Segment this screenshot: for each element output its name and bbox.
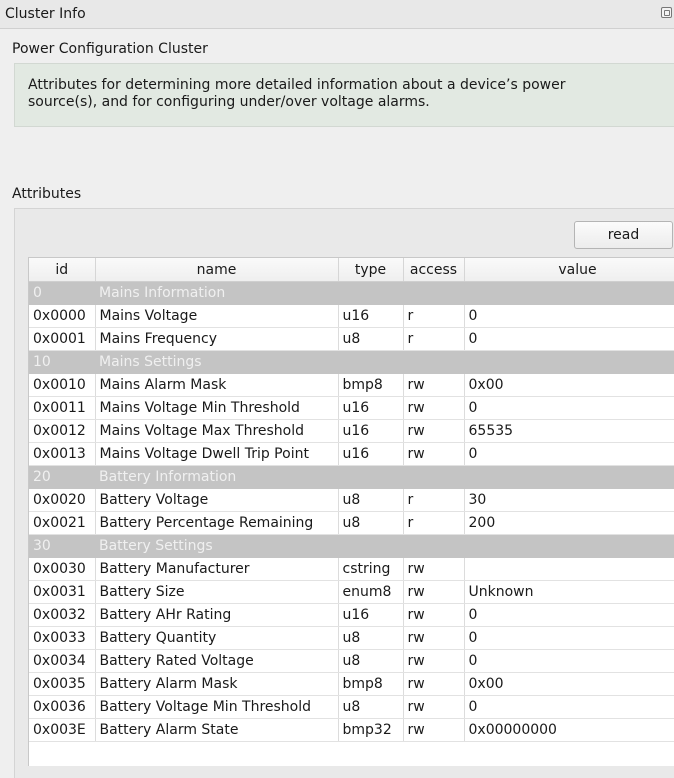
table-row[interactable] xyxy=(29,696,674,719)
column-header-value[interactable]: value xyxy=(464,258,674,282)
table-row[interactable] xyxy=(29,581,674,604)
cell-name: Battery Alarm State xyxy=(95,719,338,742)
float-window-icon[interactable] xyxy=(661,7,672,18)
cell-type: bmp8 xyxy=(338,374,403,397)
cell-name: Mains Voltage Min Threshold xyxy=(95,397,338,420)
cell-access: rw xyxy=(403,397,464,420)
cell-type: u8 xyxy=(338,696,403,719)
dock-title: Cluster Info xyxy=(5,6,86,22)
cell-access: rw xyxy=(403,650,464,673)
cluster-description-box xyxy=(14,63,674,127)
cell-access: rw xyxy=(403,604,464,627)
cell-id: 0x0035 xyxy=(29,673,95,696)
cell-type: u8 xyxy=(338,650,403,673)
group-row[interactable] xyxy=(29,282,674,305)
cell-type: u16 xyxy=(338,305,403,328)
table-row[interactable] xyxy=(29,489,674,512)
cell-access: r xyxy=(403,328,464,351)
table-row[interactable] xyxy=(29,420,674,443)
cell-type: cstring xyxy=(338,558,403,581)
table-row[interactable] xyxy=(29,397,674,420)
table-row[interactable] xyxy=(29,374,674,397)
cell-value: 0 xyxy=(464,696,674,719)
group-name-cell: Mains Settings xyxy=(95,351,674,374)
cell-value: Unknown xyxy=(464,581,674,604)
cell-type: bmp32 xyxy=(338,719,403,742)
group-id-cell: 30 xyxy=(29,535,95,558)
cell-name: Battery Size xyxy=(95,581,338,604)
cell-id: 0x0011 xyxy=(29,397,95,420)
cell-id: 0x0032 xyxy=(29,604,95,627)
group-row[interactable] xyxy=(29,351,674,374)
dock-title-bar[interactable] xyxy=(0,0,674,29)
cell-type: u16 xyxy=(338,443,403,466)
cell-access: rw xyxy=(403,719,464,742)
cell-type: u8 xyxy=(338,627,403,650)
cell-type: u8 xyxy=(338,328,403,351)
cell-id: 0x0010 xyxy=(29,374,95,397)
attributes-label: Attributes xyxy=(12,186,82,202)
cell-value: 30 xyxy=(464,489,674,512)
group-id-cell: 20 xyxy=(29,466,95,489)
cell-value xyxy=(464,558,674,581)
cell-access: rw xyxy=(403,420,464,443)
cell-id: 0x0021 xyxy=(29,512,95,535)
table-row[interactable] xyxy=(29,604,674,627)
group-name-cell: Battery Settings xyxy=(95,535,674,558)
cell-id: 0x0036 xyxy=(29,696,95,719)
group-row[interactable] xyxy=(29,466,674,489)
cluster-description: Attributes for determining more detailed information about a device’s power source(s), and for configuring under/over voltage alarms. xyxy=(28,77,566,110)
table-row[interactable] xyxy=(29,512,674,535)
read-button[interactable]: read xyxy=(574,221,673,249)
cell-access: r xyxy=(403,305,464,328)
table-row[interactable] xyxy=(29,328,674,351)
cell-id: 0x003E xyxy=(29,719,95,742)
cell-value: 0 xyxy=(464,397,674,420)
group-row[interactable] xyxy=(29,535,674,558)
cell-value: 0 xyxy=(464,443,674,466)
cell-value: 0 xyxy=(464,650,674,673)
group-id-cell: 0 xyxy=(29,282,95,305)
table-row[interactable] xyxy=(29,305,674,328)
cell-access: r xyxy=(403,512,464,535)
cluster-name: Power Configuration Cluster xyxy=(12,41,208,57)
cell-access: rw xyxy=(403,558,464,581)
cell-id: 0x0000 xyxy=(29,305,95,328)
cell-access: rw xyxy=(403,374,464,397)
cell-value: 0x00 xyxy=(464,374,674,397)
attributes-table-container[interactable] xyxy=(28,257,674,766)
cell-id: 0x0013 xyxy=(29,443,95,466)
cell-access: rw xyxy=(403,696,464,719)
table-row[interactable] xyxy=(29,673,674,696)
cell-type: u16 xyxy=(338,420,403,443)
attributes-table xyxy=(29,258,674,742)
group-name-cell: Mains Information xyxy=(95,282,674,305)
cell-access: rw xyxy=(403,673,464,696)
column-header-type[interactable]: type xyxy=(338,258,403,282)
cell-id: 0x0012 xyxy=(29,420,95,443)
cell-name: Mains Voltage Dwell Trip Point xyxy=(95,443,338,466)
cell-id: 0x0001 xyxy=(29,328,95,351)
table-row[interactable] xyxy=(29,719,674,742)
table-row[interactable] xyxy=(29,558,674,581)
table-row[interactable] xyxy=(29,443,674,466)
cell-id: 0x0033 xyxy=(29,627,95,650)
cell-name: Battery Alarm Mask xyxy=(95,673,338,696)
table-row[interactable] xyxy=(29,650,674,673)
cell-value: 0x00000000 xyxy=(464,719,674,742)
cell-access: rw xyxy=(403,443,464,466)
cell-id: 0x0031 xyxy=(29,581,95,604)
cell-type: bmp8 xyxy=(338,673,403,696)
cell-access: rw xyxy=(403,627,464,650)
cell-name: Battery Manufacturer xyxy=(95,558,338,581)
cell-type: u16 xyxy=(338,604,403,627)
cell-value: 0x00 xyxy=(464,673,674,696)
cell-name: Mains Alarm Mask xyxy=(95,374,338,397)
cell-name: Battery Quantity xyxy=(95,627,338,650)
cell-name: Battery Rated Voltage xyxy=(95,650,338,673)
cell-value: 0 xyxy=(464,604,674,627)
cell-value: 200 xyxy=(464,512,674,535)
cell-value: 0 xyxy=(464,305,674,328)
cell-id: 0x0030 xyxy=(29,558,95,581)
cell-id: 0x0034 xyxy=(29,650,95,673)
cell-value: 0 xyxy=(464,627,674,650)
column-header-id[interactable]: id xyxy=(29,258,95,282)
group-id-cell: 10 xyxy=(29,351,95,374)
cell-value: 65535 xyxy=(464,420,674,443)
column-header-access[interactable]: access xyxy=(403,258,464,282)
cell-type: u8 xyxy=(338,489,403,512)
cell-name: Battery AHr Rating xyxy=(95,604,338,627)
cell-access: r xyxy=(403,489,464,512)
cell-name: Mains Voltage Max Threshold xyxy=(95,420,338,443)
cell-value: 0 xyxy=(464,328,674,351)
cell-type: u16 xyxy=(338,397,403,420)
cell-type: u8 xyxy=(338,512,403,535)
cell-name: Mains Voltage xyxy=(95,305,338,328)
cell-access: rw xyxy=(403,581,464,604)
cell-name: Mains Frequency xyxy=(95,328,338,351)
column-header-name[interactable]: name xyxy=(95,258,338,282)
cell-name: Battery Voltage Min Threshold xyxy=(95,696,338,719)
table-header-row xyxy=(29,258,674,282)
cell-id: 0x0020 xyxy=(29,489,95,512)
cell-type: enum8 xyxy=(338,581,403,604)
group-name-cell: Battery Information xyxy=(95,466,674,489)
cell-name: Battery Percentage Remaining xyxy=(95,512,338,535)
cell-name: Battery Voltage xyxy=(95,489,338,512)
table-row[interactable] xyxy=(29,627,674,650)
